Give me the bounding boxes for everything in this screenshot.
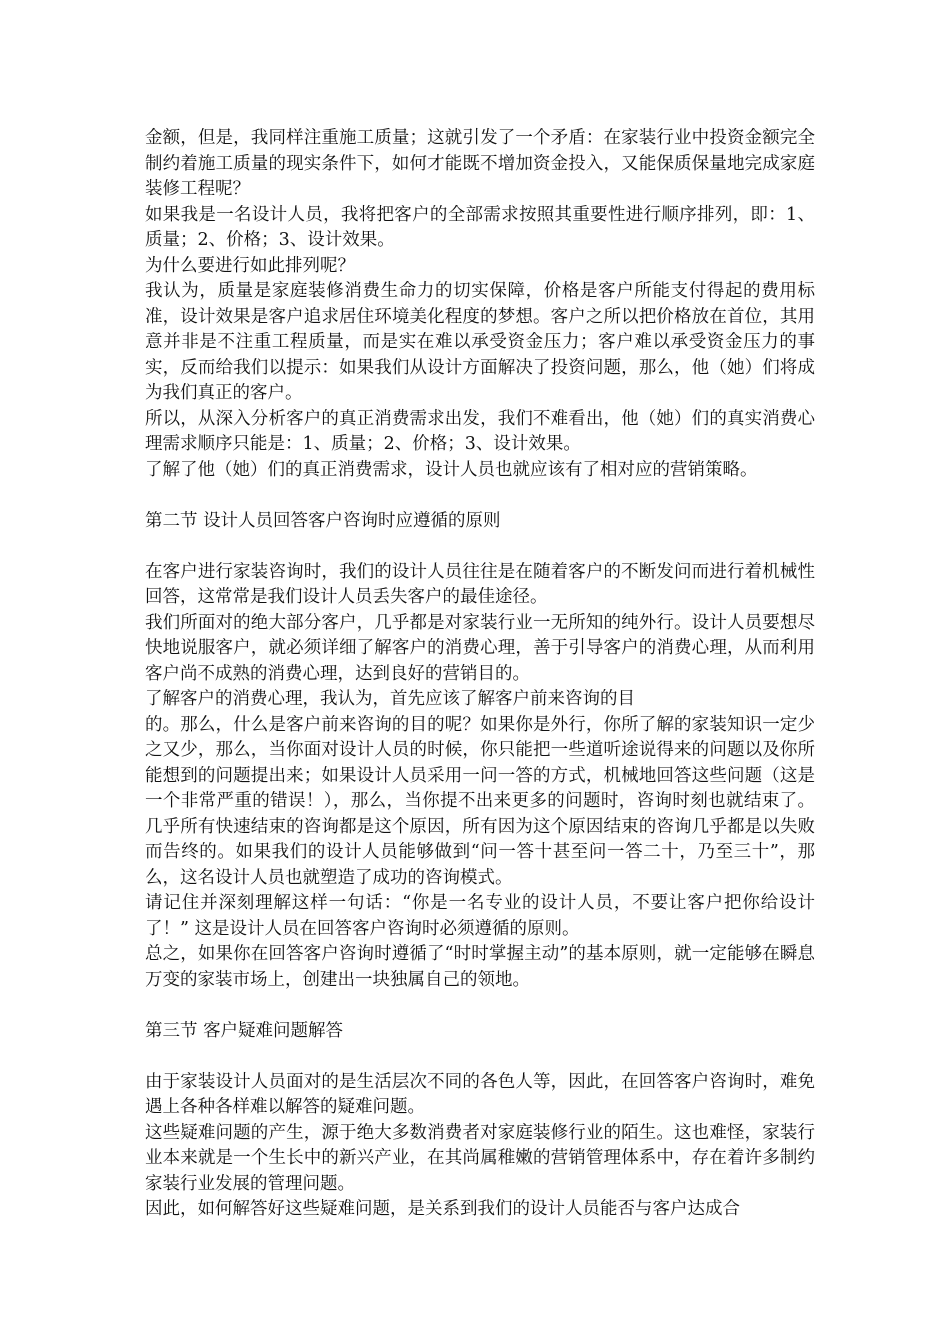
paragraph: 请记住并深刻理解这样一句话：“你是一名专业的设计人员，不要让客户把你给设计了！” 这是设计人员在回答客户咨询时必须遵循的原则。: [145, 893, 815, 939]
paragraph: 了解了他（她）们的真正消费需求，设计人员也就应该有了相对应的营销策略。: [145, 459, 758, 480]
paragraph: 如果我是一名设计人员，我将把客户的全部需求按照其重要性进行顺序排列，即：1、质量；2、价格；3、设计效果。: [145, 204, 815, 250]
paragraph: 我认为，质量是家庭装修消费生命力的切实保障，价格是客户所能支付得起的费用标准，设计效果是客户追求居住环境美化程度的梦想。客户之所以把价格放在首位，其用意并非是不注重工程质量，而是实在难以承受资金压力；客户难以承受资金压力的事实，反而给我们以提示：如果我们从设计方面解决了投资问题，那么，他（她）们将成为我们真正的客户。: [145, 281, 815, 403]
paragraph: 总之，如果你在回答客户咨询时遵循了“时时掌握主动”的基本原则，就一定能够在瞬息万变的家装市场上，创建出一块独属自己的领地。: [145, 944, 815, 990]
paragraph: 我们所面对的绝大部分客户，几乎都是对家装行业一无所知的纯外行。设计人员要想尽快地说服客户，就必须详细了解客户的消费心理，善于引导客户的消费心理，从而利用客户尚不成熟的消费心理，达到良好的营销目的。: [145, 612, 815, 684]
paragraph: 为什么要进行如此排列呢？: [145, 255, 355, 276]
paragraph: 了解客户的消费心理，我认为，首先应该了解客户前来咨询的目: [145, 689, 635, 709]
document-body: [145, 126, 815, 1223]
section-heading-2: 第二节 设计人员回答客户咨询时应遵循的原则: [145, 510, 501, 531]
paragraph: 在客户进行家装咨询时，我们的设计人员往往是在随着客户的不断发问而进行着机械性回答，这常常是我们设计人员丢失客户的最佳途径。: [145, 561, 815, 607]
blank-line: [145, 534, 815, 560]
paragraph: 这些疑难问题的产生，源于绝大多数消费者对家庭装修行业的陌生。这也难怪，家装行业本来就是一个生长中的新兴产业，在其尚属稚嫩的营销管理体系中，存在着许多制约家装行业发展的管理问题。: [145, 1122, 815, 1194]
blank-line: [145, 1044, 815, 1070]
section-heading-3: 第三节 客户疑难问题解答: [145, 1020, 344, 1041]
paragraph: 由于家装设计人员面对的是生活层次不同的各色人等，因此，在回答客户咨询时，难免遇上各种各样难以解答的疑难问题。: [145, 1071, 815, 1117]
blank-line: [145, 483, 815, 509]
blank-line: [145, 993, 815, 1019]
paragraph: 的。那么，什么是客户前来咨询的目的呢？如果你是外行，你所了解的家装知识一定少之又少，那么，当你面对设计人员的时候，你只能把一些道听途说得来的问题以及你所能想到的问题提出来；如果设计人员采用一问一答的方式，机械地回答这些问题（这是一个非常严重的错误！），那么，当你提不出来更多的问题时，咨询时刻也就结束了。几乎所有快速结束的咨询都是这个原因，所有因为这个原因结束的咨询几乎都是以失败而告终的。如果我们的设计人员能够做到“问一答十甚至问一答二十，乃至三十”，那么，这名设计人员也就塑造了成功的咨询模式。: [145, 714, 815, 888]
paragraph: 金额，但是，我同样注重施工质量；这就引发了一个矛盾：在家装行业中投资金额完全制约着施工质量的现实条件下，如何才能既不增加资金投入，又能保质保量地完成家庭装修工程呢？: [145, 128, 815, 199]
paragraph: 所以，从深入分析客户的真正消费需求出发，我们不难看出，他（她）们的真实消费心理需求顺序只能是：1、质量；2、价格；3、设计效果。: [145, 408, 815, 454]
paragraph: 因此，如何解答好这些疑难问题，是关系到我们的设计人员能否与客户达成合: [145, 1199, 740, 1219]
